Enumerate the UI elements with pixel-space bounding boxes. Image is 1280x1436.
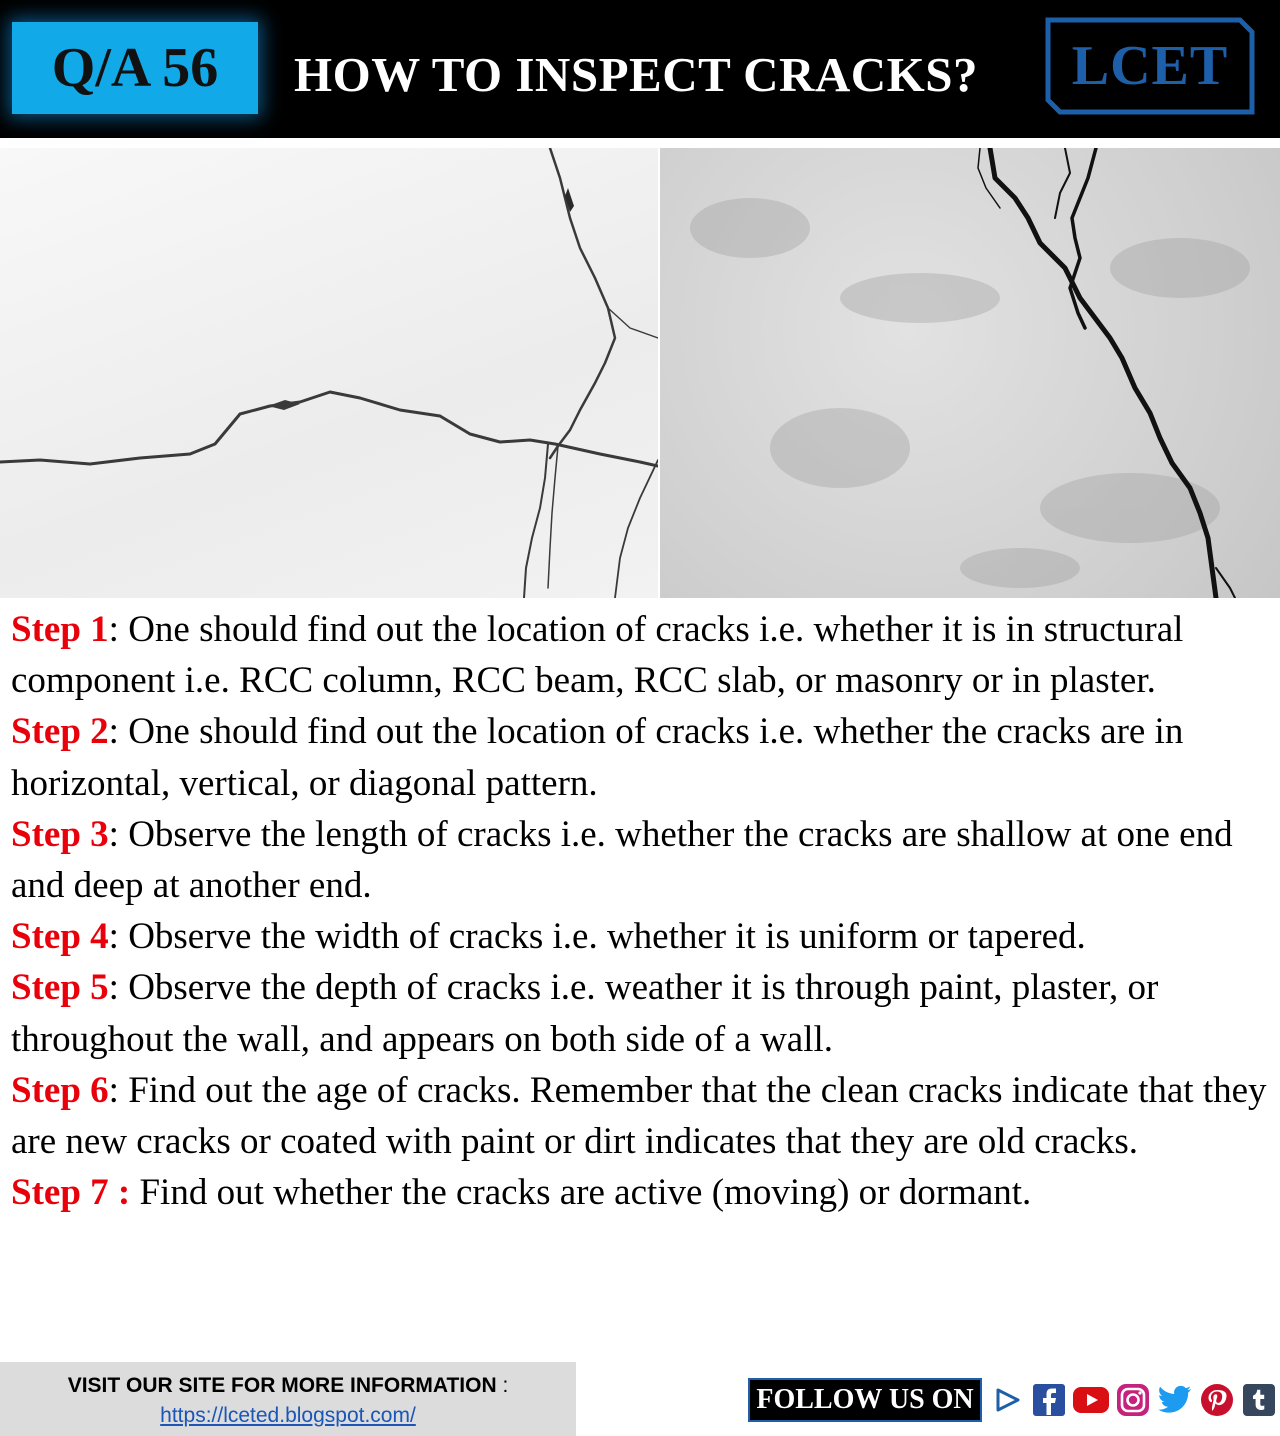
cracked-concrete-wall-photo (660, 148, 1280, 598)
step-text: One should find out the location of cracks i.e. whether the cracks are in horizontal, vertical, or diagonal pattern. (11, 711, 1184, 804)
tumblr-icon[interactable] (1240, 1381, 1278, 1419)
site-url-link[interactable]: https://lceted.blogspot.com/ (160, 1404, 416, 1427)
logo-text: LCET (1071, 35, 1229, 97)
page-title: HOW TO INSPECT CRACKS? (294, 47, 979, 102)
step-label: Step 4 (11, 916, 109, 958)
step-item (11, 1167, 1273, 1218)
header-banner (0, 0, 1280, 138)
social-icons (988, 1380, 1278, 1420)
follow-us-label: FOLLOW US ON (748, 1378, 982, 1422)
step-label: Step 5 (11, 967, 109, 1009)
step-text: Observe the width of cracks i.e. whether it is uniform or tapered. (128, 916, 1086, 958)
step-label: Step 1 (11, 609, 109, 650)
step-item: Step 1: One should find out the location of cracks i.e. whether it is in structural component i.e. RCC column, RCC beam, RCC slab, or masonry or in plaster. (11, 609, 1184, 702)
visit-site-label: VISIT OUR SITE FOR MORE INFORMATION (67, 1374, 497, 1397)
inspection-steps (11, 604, 1273, 1218)
step-text: Find out whether the cracks are active (moving) or dormant. (139, 1172, 1032, 1214)
step-label: Step 3 (11, 813, 109, 855)
step-item: Step 4: Observe the width of cracks i.e. whether it is uniform or tapered. (11, 916, 1086, 958)
step-item: Step 5: Observe the depth of cracks i.e. weather it is through paint, plaster, or throughout the wall, and appears on both side of a wall. (11, 967, 1159, 1060)
qa-number-badge: Q/A 56 (12, 22, 258, 114)
youtube-icon[interactable] (1072, 1381, 1110, 1419)
cracked-plaster-wall-photo (0, 148, 658, 598)
step-label: Step 7 : (11, 1172, 131, 1214)
step-text: Find out the age of cracks. Remember that the clean cracks indicate that they are new cracks or coated with paint or dirt indicates that they are old cracks. (11, 1069, 1267, 1163)
pinterest-icon[interactable] (1198, 1381, 1236, 1419)
lcet-logo (1044, 16, 1256, 116)
twitter-icon[interactable] (1156, 1381, 1194, 1419)
step-text: Observe the depth of cracks i.e. weather it is through paint, plaster, or throughout the wall, and appears on both side of a wall. (11, 967, 1159, 1060)
step-item: Step 2: One should find out the location of cracks i.e. whether the cracks are in horizontal, vertical, or diagonal pattern. (11, 711, 1184, 804)
play-arrow-icon (988, 1381, 1026, 1419)
step-item: Step 3: Observe the length of cracks i.e. whether the cracks are shallow at one end and deep at another end. (11, 813, 1233, 907)
step-item: Step 6: Find out the age of cracks. Remember that the clean cracks indicate that they are new cracks or coated with paint or dirt indicates that they are old cracks. (11, 1069, 1267, 1163)
step-label: Step 6 (11, 1069, 109, 1111)
facebook-icon[interactable] (1030, 1381, 1068, 1419)
instagram-icon[interactable] (1114, 1381, 1152, 1419)
step-text: One should find out the location of cracks i.e. whether it is in structural component i.e. RCC column, RCC beam, RCC slab, or masonry or in plaster. (11, 609, 1184, 702)
site-info-box: VISIT OUR SITE FOR MORE INFORMATION : https://lceted.blogspot.com/ (0, 1362, 576, 1436)
step-label: Step 2 (11, 711, 109, 753)
step-text: Observe the length of cracks i.e. whether the cracks are shallow at one end and deep at another end. (11, 813, 1233, 907)
